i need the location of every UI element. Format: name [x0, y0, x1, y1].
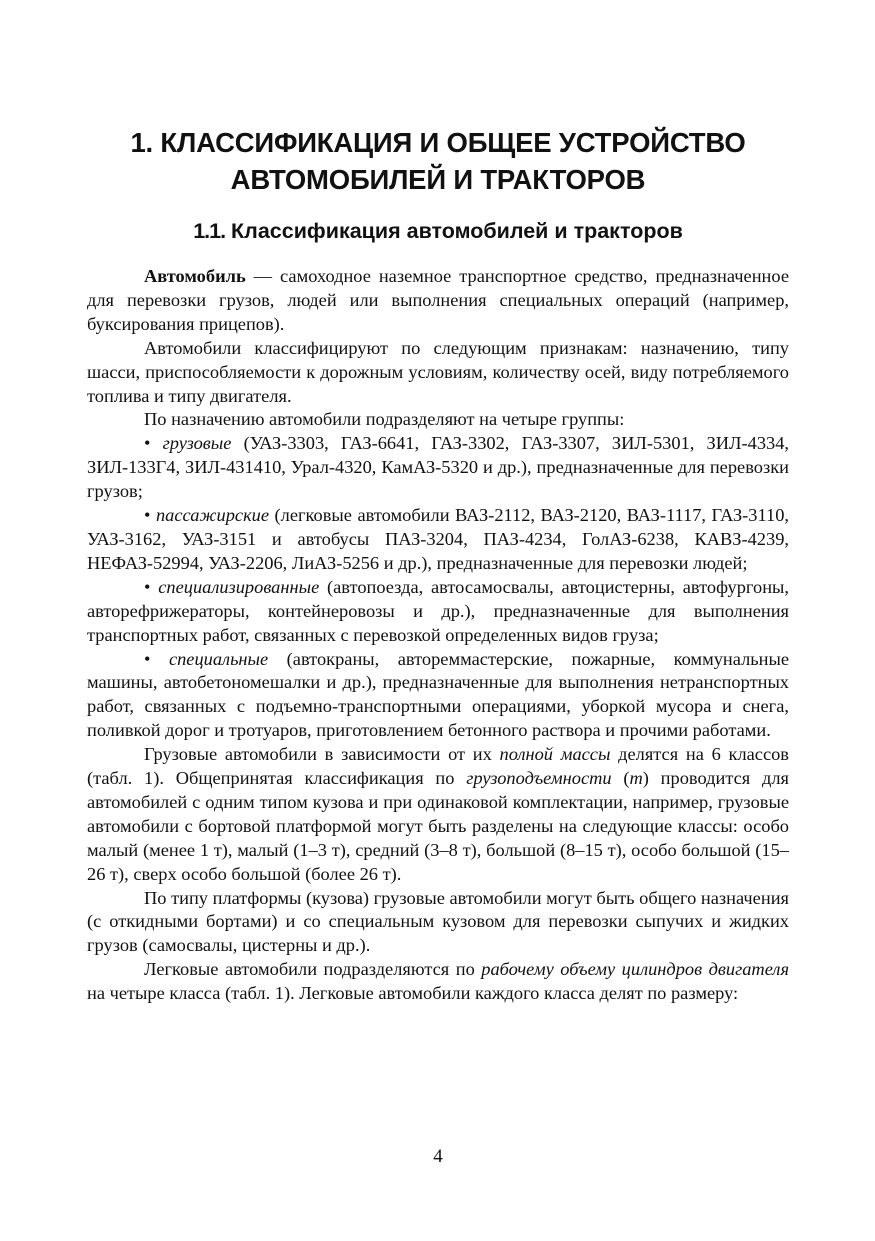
- list-item-special: [87, 648, 789, 744]
- term-full-mass: полной массы: [499, 744, 611, 765]
- list-item-text: (УАЗ-3303, ГАЗ-6641, ГАЗ-3302, ГАЗ-3307, ЗИЛ-5301, ЗИЛ-4334, ЗИЛ-133Г4, ЗИЛ-431410, Урал-4320, КамАЗ-5320 и др.), предназначенные для перевозки грузов;: [87, 433, 789, 502]
- term-avtomobil: Автомобиль: [144, 266, 246, 286]
- list-item-text: (легковые автомобили ВАЗ-2112, ВАЗ-2120, ВАЗ-1117, ГАЗ-3110, УАЗ-3162, УАЗ-3151 и автобусы ПАЗ-3204, ПАЗ-4234, ГолАЗ-6238, КАВЗ-4239, НЕФАЗ-52994, УАЗ-2206, ЛиАЗ-5256 и др.), предназначенные для перевозки людей;: [87, 505, 789, 573]
- list-item-specialized: [87, 576, 789, 648]
- term-special: специальные: [168, 648, 269, 669]
- list-item-text: (автопоезда, автосамосвалы, автоцистерны, автофургоны, авторефрижераторы, контейнеровозы и др.), предназначенные для выполнения транспортных работ, связанных с перевозкой определенных видов груза;: [87, 576, 789, 645]
- body-text: [87, 265, 789, 1006]
- page-number: 4: [433, 1146, 443, 1167]
- text-run: (: [611, 768, 630, 789]
- bullet-mark: •: [144, 433, 151, 454]
- text-run: делятся на 6 классов (табл. 1). Общепринятая классификация по: [87, 744, 789, 789]
- term-cargo: грузовые: [162, 433, 232, 454]
- paragraph-text: — самоходное наземное транспортное средство, предназначенное для перевозки грузов, людей или выполнения специальных операций (например, буксирования прицепов).: [87, 266, 789, 334]
- list-item-text: (автокраны, автореммастерские, пожарные, коммунальные машины, автобетономешалки и др.), предназначенные для выполнения нетранспортных работ, связанных с подъемно-транспортными операциями, уборкой мусора и снега, поливкой дорог и тротуаров, приготовлением бетонного раствора и прочими работами.: [87, 648, 789, 741]
- text-run: Грузовые автомобили в зависимости от их: [144, 744, 500, 765]
- chapter-title-line-2: АВТОМОБИЛЕЙ И ТРАКТОРОВ: [230, 164, 646, 195]
- bullet-mark: •: [144, 505, 151, 526]
- term-passenger: пассажирские: [155, 505, 270, 526]
- chapter-title-line-1: 1. КЛАССИФИКАЦИЯ И ОБЩЕЕ УСТРОЙСТВО: [130, 127, 746, 158]
- term-payload: грузоподъемности: [466, 768, 612, 789]
- list-item-cargo: [87, 432, 789, 504]
- paragraph-platform: По типу платформы (кузова) грузовые автомобили могут быть общего назначения (с откидными бортами) и со специальным кузовом для перевозки сыпучих и жидких грузов (самосвалы, цистерны и др.).: [87, 887, 789, 956]
- paragraph-groups-intro: По назначению автомобили подразделяют на четыре группы:: [144, 409, 625, 430]
- paragraph-classification: Автомобили классифицируют по следующим признакам: назначению, типу шасси, приспособляемости к дорожным условиям, количеству осей, виду потребляемого топлива и типу двигателя.: [87, 337, 789, 406]
- paragraph-passenger-cars: [87, 958, 789, 1006]
- term-specialized: специализированные: [158, 576, 320, 597]
- section-number: 1.1.: [193, 219, 226, 243]
- bullet-mark: •: [144, 576, 151, 597]
- list-item-passenger: [87, 504, 789, 576]
- section-title: [87, 216, 789, 246]
- term-engine-displacement: рабочему объему цилиндров двигателя: [481, 959, 789, 980]
- text-run: Легковые автомобили подразделяются по: [144, 959, 482, 980]
- section-title-text: Классификация автомобилей и тракторов: [231, 219, 683, 243]
- paragraph-trucks: [87, 743, 789, 886]
- symbol-m: m: [629, 768, 643, 789]
- bullet-mark: •: [144, 648, 151, 669]
- document-page: [87, 0, 789, 1241]
- text-run: ) проводится для автомобилей с одним типом кузова и при одинаковой комплектации, например, грузовые автомобили с бортовой платформой могут быть разделены на следующие классы: особо малый (менее 1 т), малый (1–3 т), средний (3–8 т), большой (8–15 т), особо большой (15–26 т), сверх особо большой (более 26 т).: [87, 768, 789, 884]
- text-run: на четыре класса (табл. 1). Легковые автомобили каждого класса делят по размеру:: [87, 983, 739, 1004]
- chapter-title: [87, 124, 789, 198]
- paragraph-definition: [87, 265, 789, 337]
